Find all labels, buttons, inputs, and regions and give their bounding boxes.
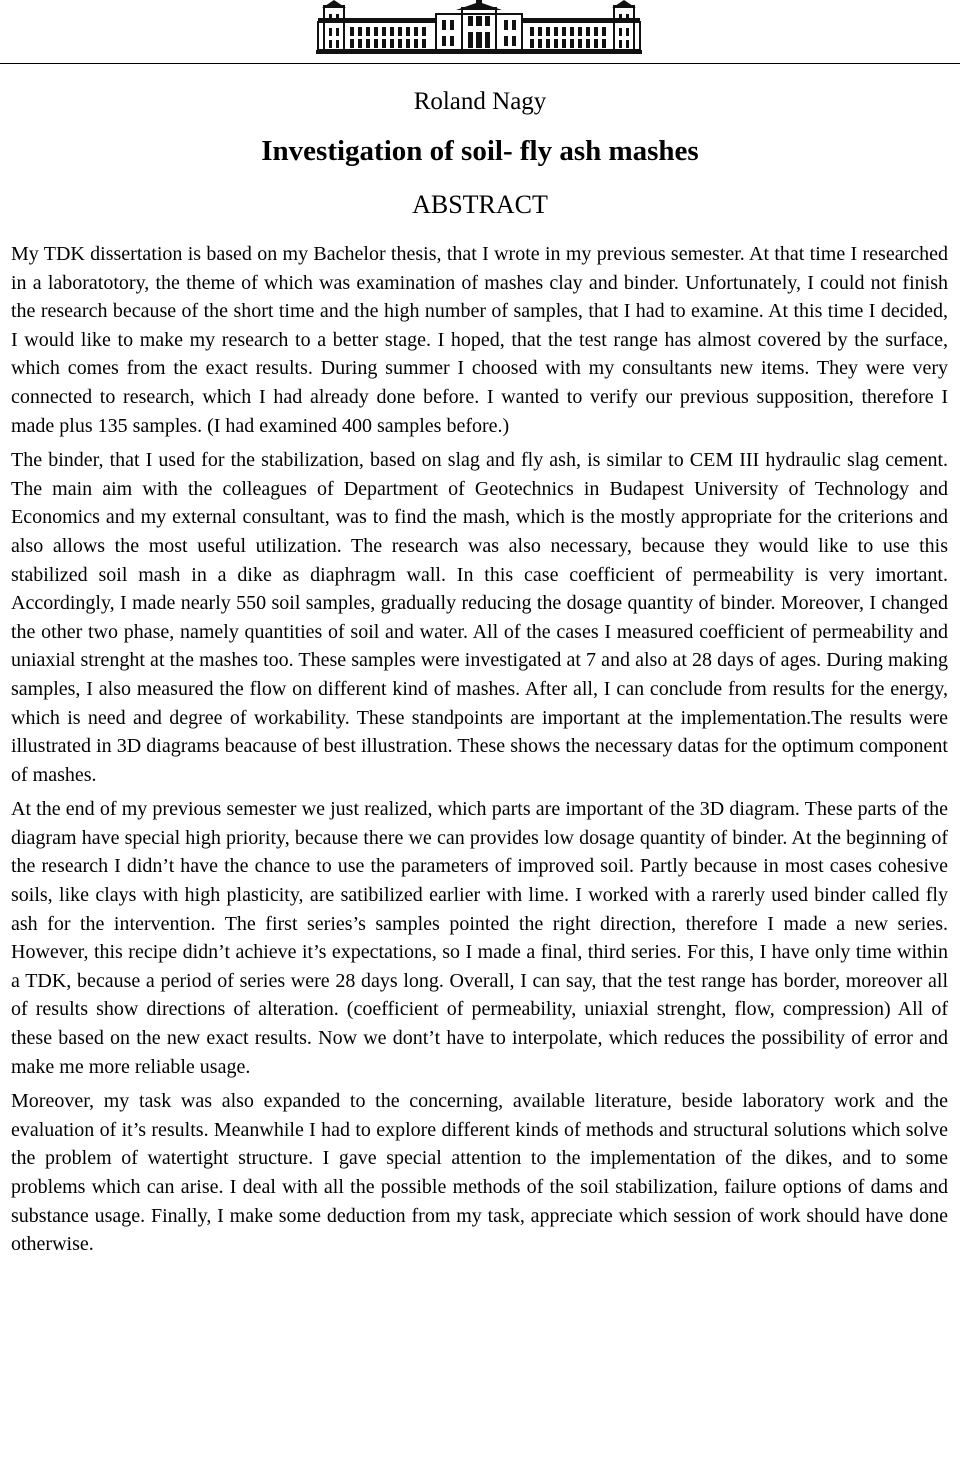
section-heading: ABSTRACT [412,190,548,219]
abstract-paragraph: At the end of my previous semester we just realized, which parts are important of the 3D diagram. These parts of the diagram have special high priority, because there we can provides low dosage quantity of binder. At the beginning of the research I didn’t have the chance to use the parameters of improved soil. Partly because in most cases cohesive soils, like clays with high plasticity, are satibilized earlier with lime. I worked with a rarerly used binder called fly ash for the intervention. The first series’s samples pointed the right direction, therefore I made a new series. However, this recipe didn’t achieve it’s expectations, so I made a final, third series. For this, I have only time within a TDK, because a period of series were 28 days long. Overall, I can say, that the test range has border, moreover all of results show directions of alteration. (coefficient of permeability, uniaxial strenght, flow, compression) All of these based on the new exact results. Now we dont’t have to interpolate, which reduces the possibility of error and make me more reliable usage. [11,798,948,1078]
header-divider [0,63,960,64]
abstract-paragraph: My TDK dissertation is based on my Bachelor thesis, that I wrote in my previous semester. At that time I researched in a laboratotory, the theme of which was examination of mashes clay and binder. Unfortunately, I could not finish the research because of the short time and the high number of samples, that I had to examine. At this time I decided, I would like to make my research to a better stage. I hoped, that the test range has almost covered by the surface, which comes from the exact results. During summer I choosed with my consultants new items. They were very connected to research, which I had already done before. I wanted to verify our previous supposition, therefore I made plus 135 samples. (I had examined 400 samples before.) [11,243,948,437]
author-name: Roland Nagy [413,88,547,115]
abstract-body [11,240,948,1259]
abstract-paragraph: Moreover, my task was also expanded to the concerning, available literature, beside laboratory work and the evaluation of it’s results. Meanwhile I had to explore different kinds of methods and structural solutions which solve the problem of watertight structure. I gave special attention to the implementation of the dikes, and to some problems which can arise. I deal with all the possible methods of the soil stabilization, failure options of dams and substance usage. Finally, I make some deduction from my task, appreciate which session of work should have done otherwise. [11,1090,948,1256]
university-building-logo [316,0,642,56]
page-header [0,0,960,68]
abstract-paragraph: The binder, that I used for the stabilization, based on slag and fly ash, is similar to CEM III hydraulic slag cement. The main aim with the colleagues of Department of Geotechnics in Budapest University of Technology and Economics and my external consultant, was to find the mash, which is the mostly appropriate for the criterions and also allows the most useful utilization. The research was also necessary, because they would like to use this stabilized soil mash in a dike as diaphragm wall. In this case coefficient of permeability is very imortant. Accordingly, I made nearly 550 soil samples, gradually reducing the dosage quantity of binder. Moreover, I changed the other two phase, namely quantities of soil and water. All of the cases I measured coefficient of permeability and uniaxial strenght at the mashes too. These samples were investigated at 7 and also at 28 days of ages. During making samples, I also measured the flow on different kind of mashes. After all, I can conclude from results for the energy, which is need and degree of workability. These standpoints are important at the implementation.The results were illustrated in 3D diagrams beacause of best illustration. These shows the necessary datas for the optimum component of mashes. [11,449,948,786]
document-title: Investigation of soil- fly ash mashes [261,135,699,167]
